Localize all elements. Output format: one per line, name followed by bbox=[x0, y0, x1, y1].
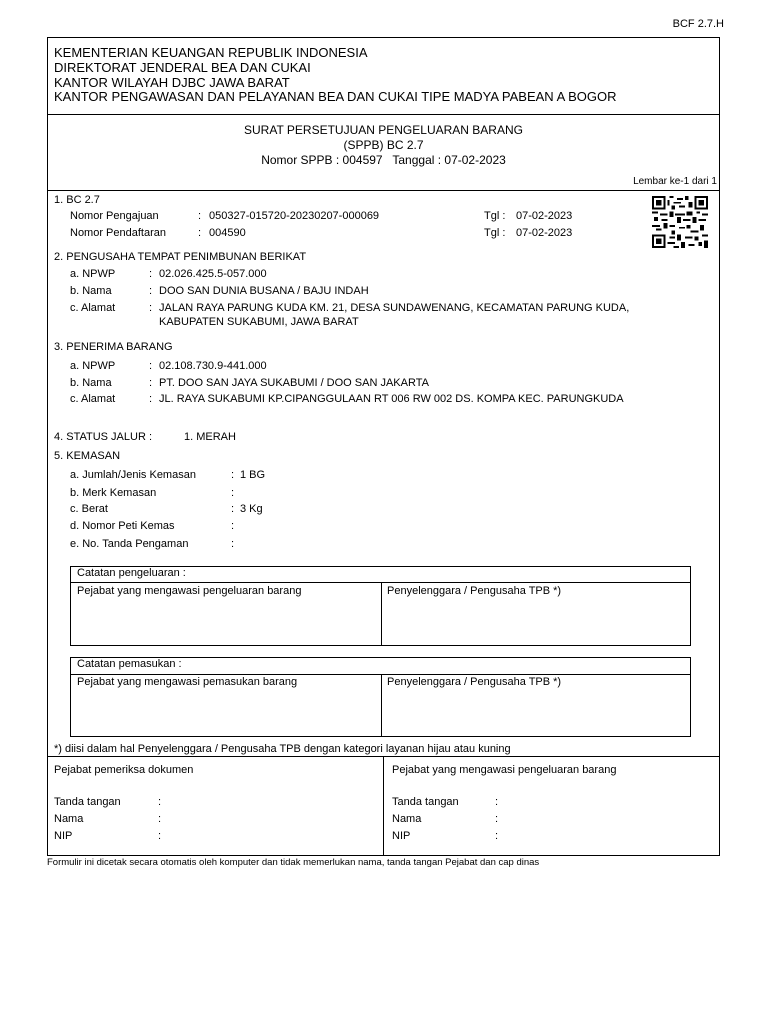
section-2-heading: 2. PENGUSAHA TEMPAT PENIMBUNAN BERIKAT bbox=[54, 251, 307, 263]
tpb-alamat-line1: JALAN RAYA PARUNG KUDA KM. 21, DESA SUNDAWENANG, KECAMATAN PARUNG KUDA, bbox=[159, 302, 630, 314]
status-jalur-label: 4. STATUS JALUR : bbox=[54, 431, 153, 443]
qr-code bbox=[652, 196, 708, 248]
colon: : bbox=[158, 813, 162, 825]
section-3-heading: 3. PENERIMA BARANG bbox=[54, 341, 173, 353]
colon: : bbox=[158, 830, 162, 842]
sign-right-title: Pejabat yang mengawasi pengeluaran barang bbox=[392, 764, 617, 776]
catatan-pengeluaran-title: Catatan pengeluaran : bbox=[77, 567, 186, 579]
title-divider bbox=[47, 190, 720, 191]
colon: : bbox=[495, 796, 499, 808]
section-1-heading: 1. BC 2.7 bbox=[54, 194, 100, 206]
tpb-nama: DOO SAN DUNIA BUSANA / BAJU INDAH bbox=[159, 285, 369, 297]
pengajuan-tgl-label: Tgl : bbox=[484, 210, 506, 222]
kemasan-merk-label: b. Merk Kemasan bbox=[70, 487, 157, 499]
signature-divider bbox=[383, 757, 384, 855]
pengajuan-tgl: 07-02-2023 bbox=[516, 210, 573, 222]
sign-right-ttd-label: Tanda tangan bbox=[392, 796, 459, 808]
colon: : bbox=[149, 360, 153, 372]
pendaftaran-label: Nomor Pendaftaran bbox=[70, 227, 166, 239]
kemasan-jumlah: 1 BG bbox=[240, 469, 266, 481]
form-code: BCF 2.7.H bbox=[672, 18, 724, 30]
colon: : bbox=[158, 796, 162, 808]
sign-left-title: Pejabat pemeriksa dokumen bbox=[54, 764, 194, 776]
penerima-nama-label: b. Nama bbox=[70, 377, 112, 389]
pendaftaran-value: 004590 bbox=[209, 227, 246, 239]
kemasan-berat-label: c. Berat bbox=[70, 503, 108, 515]
colon: : bbox=[149, 268, 153, 280]
colon: : bbox=[198, 227, 202, 239]
pendaftaran-tgl: 07-02-2023 bbox=[516, 227, 573, 239]
colon: : bbox=[231, 487, 235, 499]
section-5-heading: 5. KEMASAN bbox=[54, 450, 121, 462]
penerima-nama: PT. DOO SAN JAYA SUKABUMI / DOO SAN JAKARTA bbox=[159, 377, 429, 389]
footer-disclaimer: Formulir ini dicetak secara otomatis oleh komputer dan tidak memerlukan nama, tanda tangan Pejabat dan cap dinas bbox=[47, 857, 540, 868]
header-directorate: DIREKTORAT JENDERAL BEA DAN CUKAI bbox=[54, 60, 311, 75]
penerima-alamat-label: c. Alamat bbox=[70, 393, 116, 405]
tpb-npwp: 02.026.425.5-057.000 bbox=[159, 268, 267, 280]
colon: : bbox=[149, 285, 153, 297]
colon: : bbox=[149, 377, 153, 389]
pengajuan-value: 050327-015720-20230207-000069 bbox=[209, 210, 380, 222]
sign-right-nama-label: Nama bbox=[392, 813, 422, 825]
sign-left-nip-label: NIP bbox=[54, 830, 73, 842]
colon: : bbox=[231, 520, 235, 532]
catatan-pengeluaran-split bbox=[381, 582, 382, 645]
catatan-pemasukan-split bbox=[381, 674, 382, 736]
kemasan-segel-label: e. No. Tanda Pengaman bbox=[70, 538, 189, 550]
sheet-indicator: Lembar ke-1 dari 1 bbox=[633, 176, 717, 187]
tpb-alamat-label: c. Alamat bbox=[70, 302, 116, 314]
kemasan-jumlah-label: a. Jumlah/Jenis Kemasan bbox=[70, 469, 196, 481]
doc-number-date: Nomor SPPB : 004597 Tanggal : 07-02-2023 bbox=[261, 153, 506, 167]
colon: : bbox=[231, 469, 235, 481]
kemasan-berat: 3 Kg bbox=[240, 503, 263, 515]
header-ministry: KEMENTERIAN KEUANGAN REPUBLIK INDONESIA bbox=[54, 45, 368, 60]
kemasan-peti-label: d. Nomor Peti Kemas bbox=[70, 520, 175, 532]
colon: : bbox=[149, 393, 153, 405]
catatan-pemasukan-tpb: Penyelenggara / Pengusaha TPB *) bbox=[387, 676, 562, 688]
doc-title: SURAT PERSETUJUAN PENGELUARAN BARANG bbox=[244, 123, 523, 137]
penerima-alamat: JL. RAYA SUKABUMI KP.CIPANGGULAAN RT 006 RW 002 DS. KOMPA KEC. PARUNGKUDA bbox=[159, 393, 624, 405]
catatan-pengeluaran-officer: Pejabat yang mengawasi pengeluaran barang bbox=[77, 585, 302, 597]
colon: : bbox=[149, 302, 153, 314]
footnote: *) diisi dalam hal Penyelenggara / Pengusaha TPB dengan kategori layanan hijau atau kuning bbox=[54, 743, 511, 755]
sign-right-nip-label: NIP bbox=[392, 830, 411, 842]
catatan-pemasukan-officer: Pejabat yang mengawasi pemasukan barang bbox=[77, 676, 298, 688]
tpb-nama-label: b. Nama bbox=[70, 285, 112, 297]
header-regional-office: KANTOR WILAYAH DJBC JAWA BARAT bbox=[54, 75, 290, 90]
penerima-npwp-label: a. NPWP bbox=[70, 360, 116, 372]
colon: : bbox=[231, 538, 235, 550]
catatan-pemasukan-title: Catatan pemasukan : bbox=[77, 658, 182, 670]
catatan-pengeluaran-tpb: Penyelenggara / Pengusaha TPB *) bbox=[387, 585, 562, 597]
pendaftaran-tgl-label: Tgl : bbox=[484, 227, 506, 239]
colon: : bbox=[198, 210, 202, 222]
colon: : bbox=[495, 813, 499, 825]
penerima-npwp: 02.108.730.9-441.000 bbox=[159, 360, 267, 372]
tpb-alamat-line2: KABUPATEN SUKABUMI, JAWA BARAT bbox=[159, 316, 359, 328]
colon: : bbox=[495, 830, 499, 842]
sign-left-ttd-label: Tanda tangan bbox=[54, 796, 121, 808]
header-office: KANTOR PENGAWASAN DAN PELAYANAN BEA DAN CUKAI TIPE MADYA PABEAN A BOGOR bbox=[54, 89, 617, 104]
status-jalur-value: 1. MERAH bbox=[184, 431, 236, 443]
colon: : bbox=[231, 503, 235, 515]
doc-subtitle: (SPPB) BC 2.7 bbox=[343, 138, 424, 152]
pengajuan-label: Nomor Pengajuan bbox=[70, 210, 159, 222]
sign-left-nama-label: Nama bbox=[54, 813, 84, 825]
tpb-npwp-label: a. NPWP bbox=[70, 268, 116, 280]
